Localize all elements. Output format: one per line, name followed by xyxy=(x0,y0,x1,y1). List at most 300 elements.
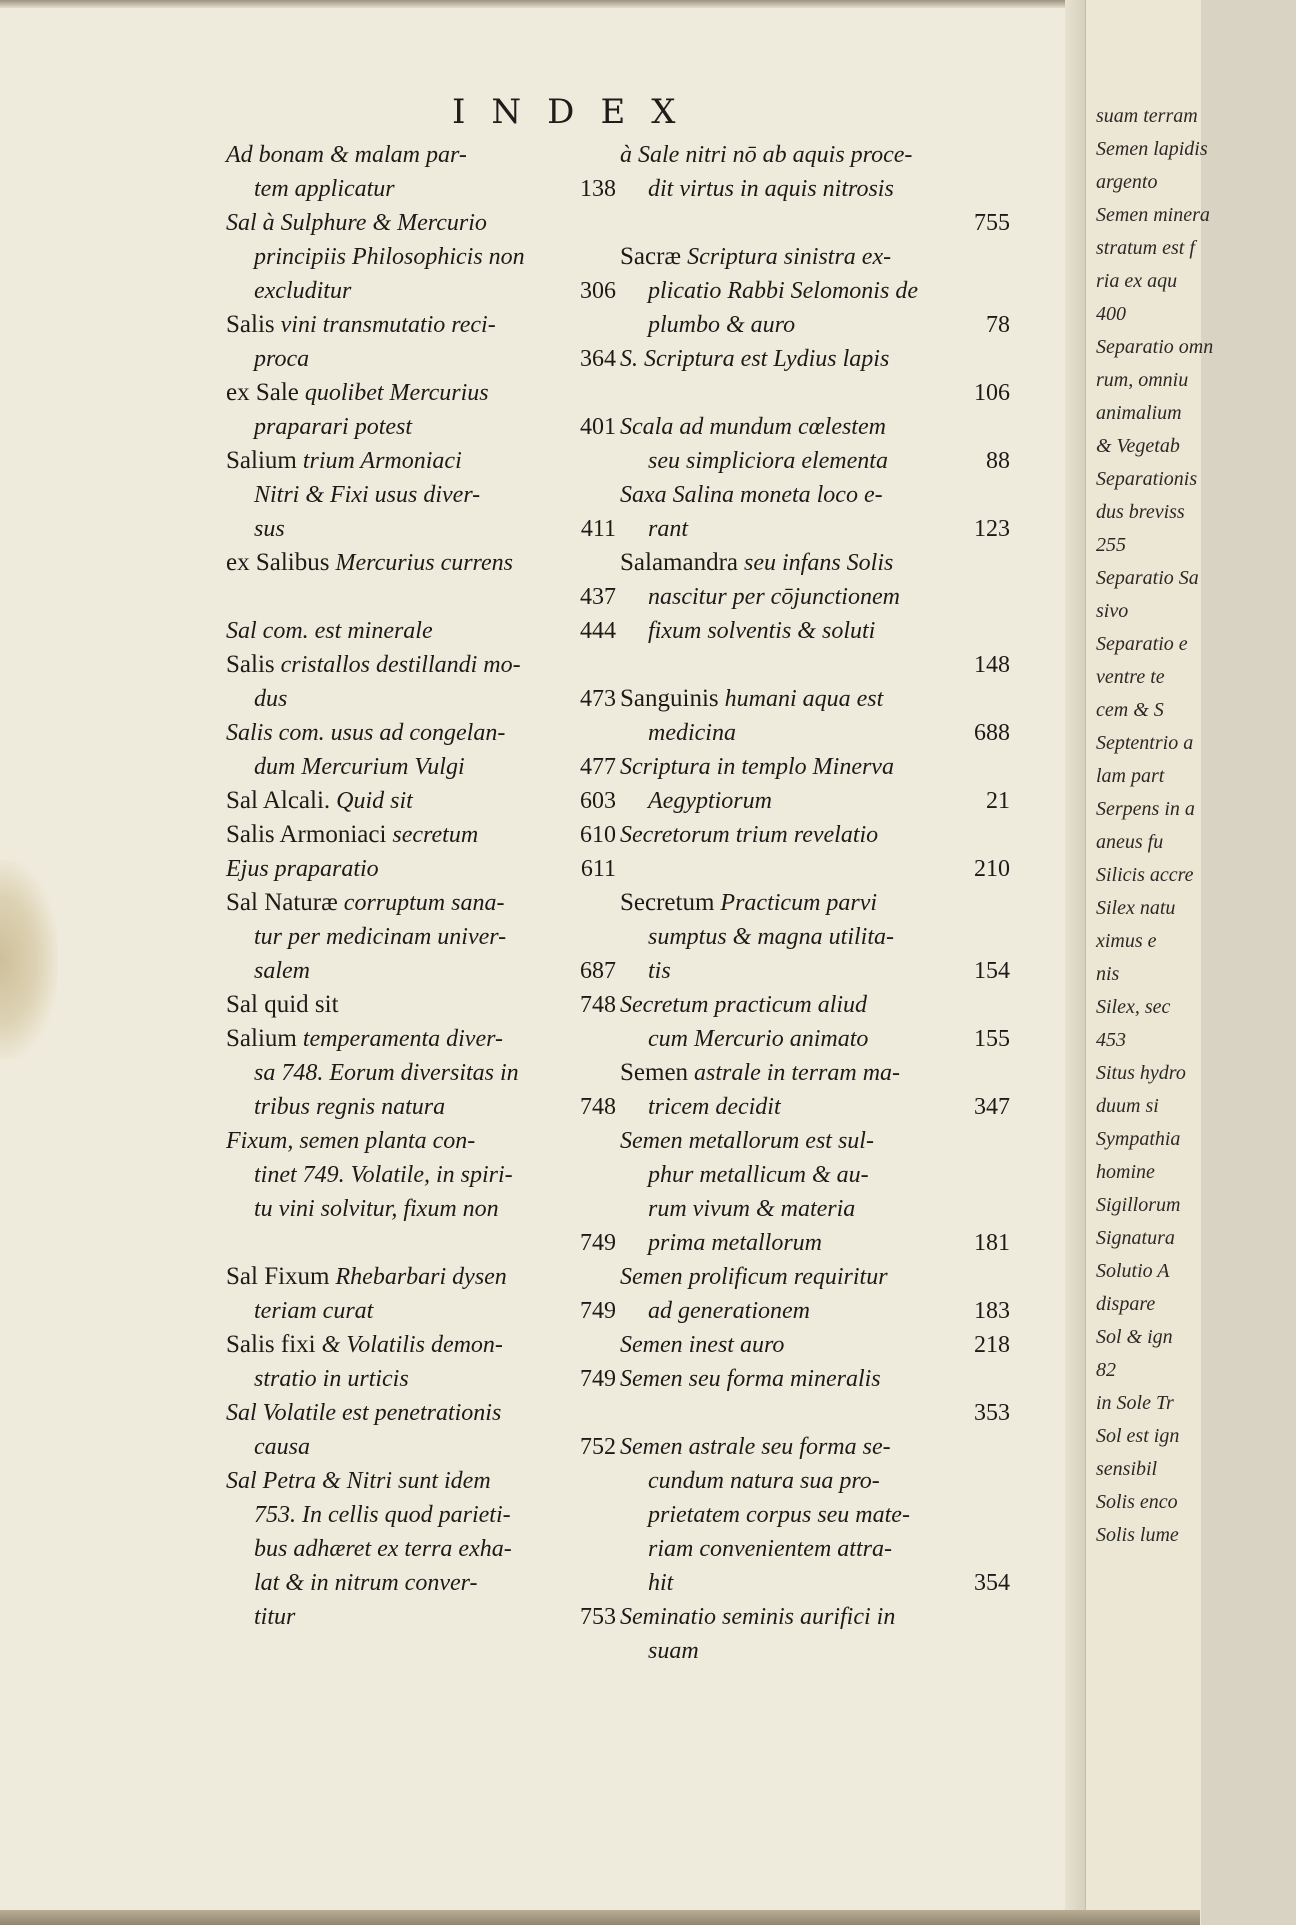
entry-text: astrale in terram ma- xyxy=(688,1060,901,1086)
entry-text: trium Armoniaci xyxy=(296,448,462,474)
entry-lead-word: Salium xyxy=(226,1025,297,1052)
facing-page-line: Signatura xyxy=(1096,1227,1175,1249)
entry-line xyxy=(226,1056,622,1090)
facing-page-line: Silex natu xyxy=(1096,897,1176,919)
index-entry xyxy=(226,376,622,444)
index-entry xyxy=(226,988,622,1022)
facing-page-line: aneus fu xyxy=(1096,831,1164,853)
page-number: 748 xyxy=(580,1094,616,1120)
entry-text: seu infans Solis xyxy=(738,550,894,576)
index-entry xyxy=(620,478,1016,546)
facing-page-line: Sympathia xyxy=(1096,1128,1181,1150)
entry-lead-word: Sacræ xyxy=(620,243,682,270)
page-number: 181 xyxy=(974,1230,1010,1256)
entry-text: fixum solventis & soluti xyxy=(648,618,876,644)
page-number: 138 xyxy=(580,176,616,202)
index-entry xyxy=(226,818,622,852)
entry-line xyxy=(226,376,622,410)
page-number: 306 xyxy=(580,278,616,304)
entry-line xyxy=(620,1532,1016,1566)
page-number: 611 xyxy=(580,856,616,882)
index-entry xyxy=(226,784,622,818)
entry-line xyxy=(620,852,1016,886)
index-entry xyxy=(226,1022,622,1124)
entry-line xyxy=(620,512,1016,546)
facing-page-line: Solis lume xyxy=(1096,1524,1179,1546)
entry-line xyxy=(620,172,1016,206)
entry-text: Salis com. usus ad congelan- xyxy=(226,720,506,746)
entry-text: cristallos destillandi mo- xyxy=(274,652,521,678)
page-number: 364 xyxy=(580,346,616,372)
page-number: 148 xyxy=(974,652,1010,678)
facing-page-line: ria ex aqu xyxy=(1096,270,1178,292)
entry-line xyxy=(620,546,1016,580)
entry-line xyxy=(620,614,1016,648)
entry-line xyxy=(620,376,1016,410)
facing-page-line: Septentrio a xyxy=(1096,732,1194,754)
facing-page-line: Separatio Sa xyxy=(1096,567,1199,589)
entry-line xyxy=(226,852,622,886)
entry-text: S. Scriptura est Lydius lapis xyxy=(620,346,890,372)
entry-text: Quid sit xyxy=(330,788,413,814)
facing-page-line: dispare xyxy=(1096,1293,1156,1315)
index-entry xyxy=(620,410,1016,478)
entry-line xyxy=(620,716,1016,750)
entry-text: bus adhæret ex terra exha- xyxy=(254,1536,512,1562)
index-entry xyxy=(620,546,1016,682)
entry-line xyxy=(620,1396,1016,1430)
page-number: 603 xyxy=(580,788,616,814)
entry-line xyxy=(620,1056,1016,1090)
entry-text: corruptum sana- xyxy=(337,890,505,916)
entry-text: prietatem corpus seu mate- xyxy=(648,1502,910,1528)
page-number: 755 xyxy=(974,210,1010,236)
entry-text: ad generationem xyxy=(648,1298,810,1324)
entry-lead-word: ex Sale xyxy=(226,379,299,406)
facing-page-line: in Sole Tr xyxy=(1096,1392,1174,1414)
page-number: 354 xyxy=(974,1570,1010,1596)
entry-line xyxy=(226,1294,622,1328)
page-number: 411 xyxy=(580,516,616,542)
entry-line xyxy=(226,716,622,750)
entry-line xyxy=(226,648,622,682)
facing-page-line: Silex, sec xyxy=(1096,996,1171,1018)
entry-line xyxy=(620,444,1016,478)
index-entry xyxy=(226,886,622,988)
entry-line xyxy=(620,1022,1016,1056)
page-number: 353 xyxy=(974,1400,1010,1426)
entry-text: secretum xyxy=(386,822,479,848)
entry-line xyxy=(226,682,622,716)
entry-text: Ejus praparatio xyxy=(226,856,379,882)
entry-line xyxy=(226,1260,622,1294)
entry-text: teriam curat xyxy=(254,1298,374,1324)
index-entry xyxy=(226,206,622,308)
index-column-right xyxy=(620,138,1016,1668)
entry-text: Fixum, semen planta con- xyxy=(226,1128,476,1154)
entry-text: sus xyxy=(254,516,285,542)
page-number: 347 xyxy=(974,1094,1010,1120)
entry-text: excluditur xyxy=(254,278,352,304)
page-number: 477 xyxy=(580,754,616,780)
index-entry xyxy=(226,444,622,546)
entry-text: Semen metallorum est sul- xyxy=(620,1128,874,1154)
facing-page-line: stratum est f xyxy=(1096,237,1195,259)
entry-text: causa xyxy=(254,1434,310,1460)
entry-text: Scala ad mundum cœlestem xyxy=(620,414,886,440)
entry-line xyxy=(226,1328,622,1362)
page-number: 106 xyxy=(974,380,1010,406)
entry-text: plicatio Rabbi Selomonis de xyxy=(648,278,918,304)
entry-text: à Sale nitri nō ab aquis proce- xyxy=(620,142,913,168)
entry-text: principiis Philosophicis non xyxy=(254,244,525,270)
entry-line xyxy=(620,274,1016,308)
entry-text: prima metallorum xyxy=(648,1230,822,1256)
entry-text: tinet 749. Volatile, in spiri- xyxy=(254,1162,513,1188)
entry-line xyxy=(226,512,622,546)
entry-lead-word: Semen xyxy=(620,1059,689,1086)
index-entry xyxy=(620,750,1016,818)
entry-line xyxy=(620,886,1016,920)
entry-line xyxy=(226,1566,622,1600)
entry-lead-word: Salamandra xyxy=(620,549,739,576)
entry-text: lat & in nitrum conver- xyxy=(254,1570,478,1596)
entry-line xyxy=(620,1158,1016,1192)
facing-page-line: Sol & ign xyxy=(1096,1326,1173,1348)
entry-line xyxy=(620,1090,1016,1124)
facing-page-line: Semen minera xyxy=(1096,204,1210,226)
index-entry xyxy=(620,886,1016,988)
page-number: 749 xyxy=(580,1230,616,1256)
facing-page-line: Silicis accre xyxy=(1096,864,1194,886)
entry-line xyxy=(620,206,1016,240)
entry-text: salem xyxy=(254,958,310,984)
facing-page-line: Serpens in a xyxy=(1096,798,1195,820)
entry-line xyxy=(226,1226,622,1260)
facing-page-line: 453 xyxy=(1096,1029,1126,1051)
entry-text: quolibet Mercurius xyxy=(298,380,489,406)
entry-line xyxy=(226,784,622,818)
index-entry xyxy=(620,342,1016,410)
entry-text: phur metallicum & au- xyxy=(648,1162,869,1188)
entry-text: Saxa Salina moneta loco e- xyxy=(620,482,883,508)
entry-text: Practicum parvi xyxy=(714,890,878,916)
facing-page-line: homine xyxy=(1096,1161,1155,1183)
entry-text: Sal Petra & Nitri sunt idem xyxy=(226,1468,491,1494)
entry-text: tis xyxy=(648,958,671,984)
entry-lead-word: Salis xyxy=(226,311,275,338)
entry-line xyxy=(620,410,1016,444)
facing-page-line: rum, omniu xyxy=(1096,369,1189,391)
entry-text: sumptus & magna utilita- xyxy=(648,924,895,950)
facing-page-text xyxy=(1096,100,1296,1552)
entry-text: Seminatio seminis aurifici in xyxy=(620,1604,896,1630)
entry-line xyxy=(620,1362,1016,1396)
index-entry xyxy=(620,682,1016,750)
entry-text: tem applicatur xyxy=(254,176,395,202)
index-entry xyxy=(620,1430,1016,1600)
entry-line xyxy=(620,478,1016,512)
facing-page-line: sivo xyxy=(1096,600,1129,622)
entry-lead-word: Salis Armoniaci xyxy=(226,821,387,848)
entry-text: Sal com. est minerale xyxy=(226,618,433,644)
index-entry xyxy=(226,614,622,648)
page-number: 155 xyxy=(974,1026,1010,1052)
facing-page-line: ximus e xyxy=(1096,930,1157,952)
entry-lead-word: Sal quid sit xyxy=(226,991,339,1018)
index-entry xyxy=(226,1328,622,1396)
facing-page-line: ventre te xyxy=(1096,666,1165,688)
index-entry xyxy=(620,818,1016,886)
entry-line xyxy=(620,1328,1016,1362)
entry-text: suam xyxy=(648,1638,699,1664)
facing-page-line: Solis enco xyxy=(1096,1491,1178,1513)
page-number: 401 xyxy=(580,414,616,440)
entry-lead-word: Salis fixi xyxy=(226,1331,316,1358)
entry-line xyxy=(620,1566,1016,1600)
entry-text: plumbo & auro xyxy=(648,312,796,338)
index-entry xyxy=(620,1362,1016,1430)
facing-page-line: cem & S xyxy=(1096,699,1164,721)
entry-text: Nitri & Fixi usus diver- xyxy=(254,482,481,508)
facing-page-line: animalium xyxy=(1096,402,1182,424)
facing-page-line: suam terram xyxy=(1096,105,1198,127)
entry-line xyxy=(226,580,622,614)
facing-page-line: Separatio omn xyxy=(1096,336,1214,358)
facing-page-edge xyxy=(1085,0,1214,1925)
entry-line xyxy=(226,818,622,852)
facing-page-line: Separationis xyxy=(1096,468,1198,490)
entry-lead-word: Sal Fixum xyxy=(226,1263,330,1290)
page-number: 78 xyxy=(986,312,1010,338)
entry-text: Semen astrale seu forma se- xyxy=(620,1434,891,1460)
entry-lead-word: Sal Naturæ xyxy=(226,889,338,916)
entry-text: hit xyxy=(648,1570,674,1596)
entry-text: Scriptura sinistra ex- xyxy=(681,244,892,270)
facing-page-line: dus breviss xyxy=(1096,501,1185,523)
entry-line xyxy=(226,1396,622,1430)
entry-line xyxy=(620,240,1016,274)
page-number: 748 xyxy=(580,992,616,1018)
entry-text: tur per medicinam univer- xyxy=(254,924,507,950)
entry-line xyxy=(620,1464,1016,1498)
entry-text: Aegyptiorum xyxy=(648,788,772,814)
entry-text: titur xyxy=(254,1604,296,1630)
facing-page-line: duum si xyxy=(1096,1095,1159,1117)
entry-text: praparari potest xyxy=(254,414,413,440)
entry-text: dum Mercurium Vulgi xyxy=(254,754,465,780)
page-number: 610 xyxy=(580,822,616,848)
index-entry xyxy=(226,138,622,206)
entry-line xyxy=(226,478,622,512)
facing-page-line: Sigillorum xyxy=(1096,1194,1181,1216)
entry-text: Semen prolificum requiritur xyxy=(620,1264,888,1290)
entry-text: seu simpliciora elementa xyxy=(648,448,888,474)
index-entry xyxy=(226,648,622,716)
index-entry xyxy=(620,1056,1016,1124)
entry-text: Mercurius currens xyxy=(329,550,513,576)
entry-text: tribus regnis natura xyxy=(254,1094,446,1120)
index-entry xyxy=(226,1464,622,1634)
entry-text: cundum natura sua pro- xyxy=(648,1468,880,1494)
entry-text: Secretorum trium revelatio xyxy=(620,822,879,848)
index-entry xyxy=(226,1124,622,1260)
entry-line xyxy=(620,1260,1016,1294)
page-number: 688 xyxy=(974,720,1010,746)
entry-line xyxy=(620,648,1016,682)
entry-line xyxy=(226,1498,622,1532)
entry-line xyxy=(620,1192,1016,1226)
entry-line xyxy=(226,240,622,274)
entry-text: & Volatilis demon- xyxy=(315,1332,503,1358)
page-number: 749 xyxy=(580,1366,616,1392)
entry-text: medicina xyxy=(648,720,736,746)
page-number: 687 xyxy=(580,958,616,984)
entry-line xyxy=(226,1362,622,1396)
entry-text: proca xyxy=(254,346,310,372)
entry-text: sa 748. Eorum diversitas in xyxy=(254,1060,519,1086)
entry-line xyxy=(226,342,622,376)
paper-stain xyxy=(0,860,58,1060)
entry-line xyxy=(620,1498,1016,1532)
entry-text: dit virtus in aquis nitrosis xyxy=(648,176,894,202)
index-entry xyxy=(620,988,1016,1056)
index-entry xyxy=(226,1260,622,1328)
facing-page-line: 82 xyxy=(1096,1359,1116,1381)
entry-text: vini transmutatio reci- xyxy=(274,312,496,338)
index-entry xyxy=(226,308,622,376)
entry-line xyxy=(226,1124,622,1158)
entry-text: Rhebarbari dysen xyxy=(329,1264,507,1290)
entry-line xyxy=(620,1430,1016,1464)
entry-line xyxy=(226,1464,622,1498)
index-entry xyxy=(226,546,622,614)
entry-line xyxy=(226,920,622,954)
entry-line xyxy=(226,1192,622,1226)
entry-line xyxy=(226,1600,622,1634)
entry-line xyxy=(620,920,1016,954)
index-entry xyxy=(226,1396,622,1464)
page-title: INDEX xyxy=(452,92,702,132)
page-number: 183 xyxy=(974,1298,1010,1324)
index-entry xyxy=(620,1328,1016,1362)
entry-line xyxy=(226,274,622,308)
facing-page-line: lam part xyxy=(1096,765,1165,787)
page-number: 123 xyxy=(974,516,1010,542)
entry-line xyxy=(620,784,1016,818)
entry-text: riam convenientem attra- xyxy=(648,1536,892,1562)
entry-line xyxy=(620,750,1016,784)
entry-line xyxy=(226,1022,622,1056)
index-column-left xyxy=(226,138,622,1634)
entry-text: Scriptura in templo Minerva xyxy=(620,754,894,780)
entry-text: tricem decidit xyxy=(648,1094,781,1120)
entry-text: dus xyxy=(254,686,288,712)
index-entry xyxy=(620,1124,1016,1260)
entry-line xyxy=(620,1634,1016,1668)
book-bottom-edge xyxy=(0,1910,1200,1925)
entry-line xyxy=(620,818,1016,852)
index-entry xyxy=(620,1600,1016,1668)
facing-page-line: nis xyxy=(1096,963,1120,985)
entry-lead-word: Sal Alcali. xyxy=(226,787,331,814)
entry-lead-word: Sanguinis xyxy=(620,685,719,712)
entry-lead-word: Salium xyxy=(226,447,297,474)
facing-page-line: Situs hydro xyxy=(1096,1062,1186,1084)
entry-line xyxy=(226,886,622,920)
index-entry xyxy=(226,852,622,886)
entry-line xyxy=(620,308,1016,342)
index-entry xyxy=(620,240,1016,342)
entry-text: stratio in urticis xyxy=(254,1366,409,1392)
entry-lead-word: ex Salibus xyxy=(226,549,330,576)
index-entry xyxy=(620,1260,1016,1328)
facing-page-line: 255 xyxy=(1096,534,1126,556)
index-entry xyxy=(226,716,622,784)
facing-page-line: 400 xyxy=(1096,303,1126,325)
entry-line xyxy=(620,1294,1016,1328)
facing-page-line: Separatio e xyxy=(1096,633,1188,655)
entry-text: rant xyxy=(648,516,689,542)
page-number: 210 xyxy=(974,856,1010,882)
entry-line xyxy=(226,1532,622,1566)
entry-text: Semen seu forma mineralis xyxy=(620,1366,881,1392)
facing-page-line: Sol est ign xyxy=(1096,1425,1180,1447)
entry-lead-word: Secretum xyxy=(620,889,715,916)
entry-line xyxy=(620,954,1016,988)
entry-line xyxy=(226,1090,622,1124)
entry-text: humani aqua est xyxy=(718,686,884,712)
entry-text: tu vini solvitur, fixum non xyxy=(254,1196,499,1222)
entry-line xyxy=(620,580,1016,614)
page-number: 473 xyxy=(580,686,616,712)
entry-lead-word: Salis xyxy=(226,651,275,678)
entry-text: Sal à Sulphure & Mercurio xyxy=(226,210,487,236)
page-number: 154 xyxy=(974,958,1010,984)
entry-line xyxy=(226,954,622,988)
entry-line xyxy=(620,1124,1016,1158)
entry-text: Secretum practicum aliud xyxy=(620,992,868,1018)
entry-line xyxy=(226,546,622,580)
entry-line xyxy=(226,614,622,648)
entry-line xyxy=(620,1226,1016,1260)
entry-line xyxy=(226,172,622,206)
entry-line xyxy=(620,1600,1016,1634)
page-number: 752 xyxy=(580,1434,616,1460)
entry-text: Ad bonam & malam par- xyxy=(226,142,467,168)
entry-line xyxy=(620,682,1016,716)
entry-line xyxy=(226,1430,622,1464)
entry-line xyxy=(226,444,622,478)
entry-text: Semen inest auro xyxy=(620,1332,785,1358)
entry-line xyxy=(226,1158,622,1192)
book-top-edge xyxy=(0,0,1200,8)
entry-line xyxy=(226,138,622,172)
facing-page-line: Semen lapidis xyxy=(1096,138,1208,160)
entry-text: temperamenta diver- xyxy=(296,1026,503,1052)
facing-page-line: sensibil xyxy=(1096,1458,1158,1480)
entry-text: nascitur per cōjunctionem xyxy=(648,584,900,610)
entry-text: Sal Volatile est penetrationis xyxy=(226,1400,502,1426)
page-number: 437 xyxy=(580,584,616,610)
index-entry xyxy=(620,138,1016,240)
page-number: 753 xyxy=(580,1604,616,1630)
facing-page-line: Solutio A xyxy=(1096,1260,1170,1282)
page-number: 218 xyxy=(974,1332,1010,1358)
facing-page-line: argento xyxy=(1096,171,1158,193)
entry-line xyxy=(226,410,622,444)
entry-text: cum Mercurio animato xyxy=(648,1026,869,1052)
